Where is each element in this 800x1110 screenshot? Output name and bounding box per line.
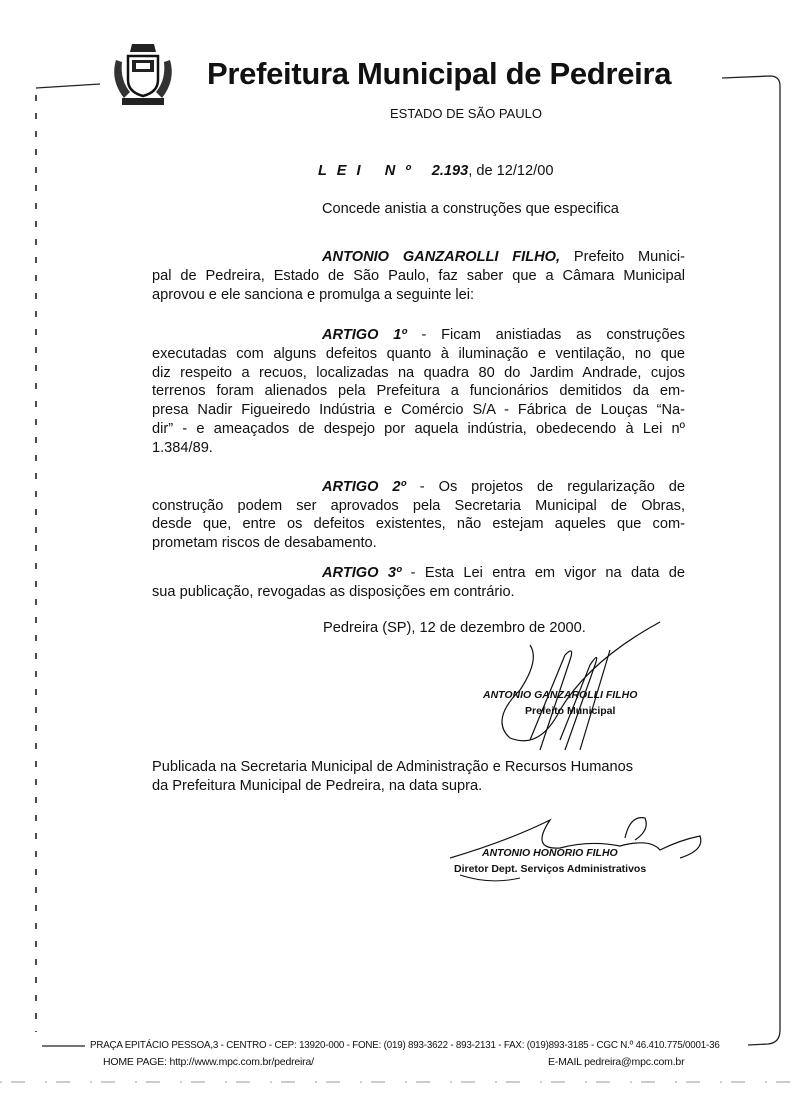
publication-line: da Prefeitura Municipal de Pedreira, na data supra.: [152, 778, 483, 794]
article-3-line: ARTIGO 3º - Esta Lei entra em vigor na data de: [322, 565, 685, 581]
coat-of-arms-logo: [108, 40, 178, 110]
article-2-line: construção podem ser aprovados pela Secretaria Municipal de Obras,: [152, 498, 685, 514]
article-3-line: sua publicação, revogadas as disposições em contrário.: [152, 584, 515, 600]
mayor-name-signature: ANTONIO GANZAROLLI FILHO: [483, 689, 638, 701]
director-name-signature: ANTONIO HONORIO FILHO: [482, 847, 618, 859]
publication-line: Publicada na Secretaria Municipal de Administração e Recursos Humanos: [152, 759, 634, 775]
footer-homepage: HOME PAGE: http://www.mpc.com.br/pedreira/: [103, 1056, 314, 1068]
article-1-line: executadas com alguns defeitos quanto à iluminação e ventilação, no que: [152, 346, 685, 362]
law-heading: [318, 163, 553, 179]
mayor-name: ANTONIO GANZAROLLI FILHO,: [322, 249, 561, 265]
article-1-label: ARTIGO 1º: [322, 327, 407, 343]
law-number: 2.193: [431, 163, 469, 179]
law-summary: Concede anistia a construções que especifica: [322, 201, 619, 217]
footer-email: E-MAIL pedreira@mpc.com.br: [548, 1056, 685, 1068]
mayor-role: Prefeito Municipal: [525, 705, 616, 717]
article-1-line: dir” - e ameaçados de despejo por aquela indústria, obedecendo à Lei nº: [152, 421, 685, 437]
preamble-line: ANTONIO GANZAROLLI FILHO, Prefeito Munici-: [322, 249, 685, 265]
law-label: L E I N º: [318, 163, 414, 179]
director-role: Diretor Dept. Serviços Administrativos: [454, 863, 647, 875]
article-3-label: ARTIGO 3º: [322, 565, 402, 581]
article-1-line: terrenos foram alienados pela Prefeitura a funcionários demitidos da em-: [152, 383, 685, 399]
page-title: Prefeitura Municipal de Pedreira: [207, 56, 672, 91]
article-2-line: desde que, entre os defeitos existentes, não estejam aqueles que com-: [152, 516, 685, 532]
preamble-line: pal de Pedreira, Estado de São Paulo, faz saber que a Câmara Municipal: [152, 268, 685, 284]
article-2-line: prometam riscos de desabamento.: [152, 535, 377, 551]
article-2-label: ARTIGO 2º: [322, 479, 406, 495]
preamble-line: aprovou e ele sanciona e promulga a seguinte lei:: [152, 287, 475, 303]
article-1-line: diz respeito a recuos, localizadas na quadra 80 do Jardim Andrade, cujos: [152, 365, 685, 381]
article-1-line: presa Nadir Figueiredo Indústria e Comércio S/A - Fábrica de Louças “Na-: [152, 402, 685, 418]
article-1-line: 1.384/89.: [152, 440, 213, 456]
law-date: , de 12/12/00: [468, 163, 554, 179]
place-date: Pedreira (SP), 12 de dezembro de 2000.: [323, 620, 586, 636]
state-subtitle: ESTADO DE SÃO PAULO: [390, 106, 542, 121]
footer-address: PRAÇA EPITÁCIO PESSOA,3 - CENTRO - CEP: 13920-000 - FONE: (019) 893-3622 - 893-2131 - FAX: (019)893-3185 - CGC N.º 46.410.775/0001-36: [90, 1039, 720, 1051]
article-1-line: ARTIGO 1º - Ficam anistiadas as construções: [322, 327, 685, 343]
article-2-line: ARTIGO 2º - Os projetos de regularização de: [322, 479, 685, 495]
